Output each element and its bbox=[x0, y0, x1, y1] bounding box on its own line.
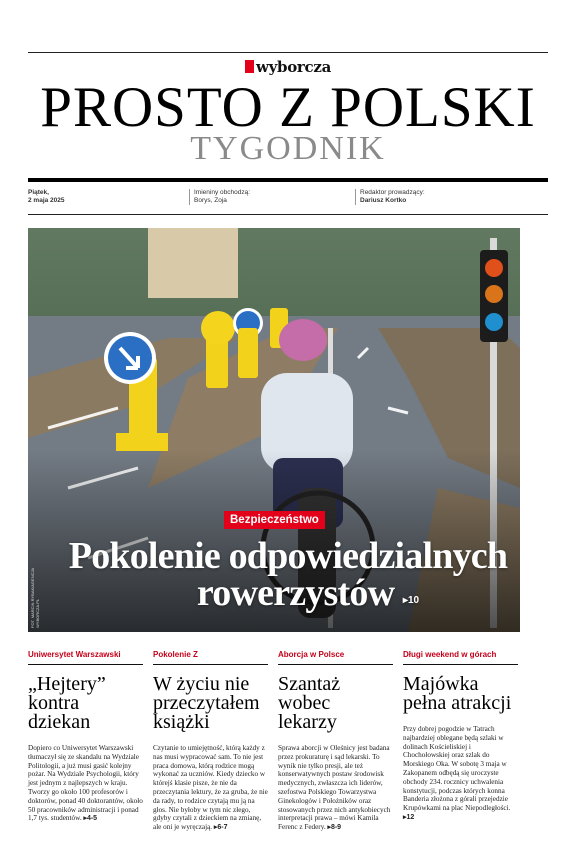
meta-rule bbox=[28, 214, 548, 215]
masthead-rule bbox=[28, 178, 548, 182]
teaser-headline[interactable]: „Hejtery” kontra dziekan bbox=[28, 673, 106, 733]
top-rule bbox=[28, 52, 548, 53]
date-day: Piątek, bbox=[28, 189, 49, 196]
masthead-title: PROSTO Z POLSKI bbox=[40, 76, 536, 139]
masthead-subtitle: TYGODNIK bbox=[190, 130, 386, 167]
meta-names bbox=[194, 189, 250, 205]
teaser-page-ref: ▸6-7 bbox=[213, 824, 228, 832]
teaser-body: Sprawa aborcji w Oleśnicy jest badana przez prokuraturę i sąd lekarski. To wynik nie tylko presji, ale też konserwatywnych postaw środowisk medycznych, zwłaszcza ich liderów, szefostwa Polskiego Towarzystwa Ginekologów i Położników oraz stosowanych przez nich antykobiecych interpretacji prawa – mówi Kamila Ferenc z Federy. ▸8-9 bbox=[278, 744, 391, 832]
meta-editor bbox=[360, 189, 425, 205]
cover-section-tag[interactable]: Bezpieczeństwo bbox=[224, 511, 325, 529]
teaser-headline[interactable]: Majówka pełna atrakcji bbox=[403, 673, 512, 714]
teaser-headline[interactable]: Szantaż wobec lekarzy bbox=[278, 673, 341, 733]
editor-value: Dariusz Kortko bbox=[360, 197, 407, 204]
cover-headline-line2[interactable] bbox=[0, 573, 576, 621]
editor-label: Redaktor prowadzący: bbox=[360, 189, 425, 196]
cover-page-ref: ▸10 bbox=[402, 595, 420, 606]
teaser-column-3[interactable] bbox=[278, 650, 393, 833]
meta-date bbox=[28, 189, 65, 205]
teaser-kicker: Uniwersytet Warszawski bbox=[28, 650, 121, 659]
teaser-kicker: Aborcja w Polsce bbox=[278, 650, 345, 659]
teaser-headline[interactable]: W życiu nie przeczytałem książki bbox=[153, 673, 260, 733]
teaser-column-2[interactable] bbox=[153, 650, 268, 833]
cover-headline-word: rowerzystów bbox=[196, 572, 395, 614]
teaser-page-ref: ▸12 bbox=[403, 813, 415, 821]
teaser-body: Przy dobrej pogodzie w Tatrach najbardziej oblegane będą szlaki w dolinach Kościeliskiej i Chochołowskiej oraz szlak do Morskiego Oka. W sobotę 3 maja w Zakopanem odbędą się uroczyste obchody 234. rocznicy uchwalenia konstytucji, podczas których konna Banderia złożona z górali przejedzie Krupówkami na plac Niepodległości. ▸12 bbox=[403, 725, 511, 821]
names-label: Imieniny obchodzą: bbox=[194, 189, 251, 196]
teaser-kicker: Długi weekend w górach bbox=[403, 650, 497, 659]
teaser-body: Dopiero co Uniwersytet Warszawski tłumaczył się ze skandalu na Wydziale Politologii, a już musi gasić kolejny pożar. Na Wydziale Psychologii, który jest jednym z najlepszych w kraju. Tworzy go około 100 profesorów i doktorów, ponad 40 doktorantów, około 50 pracowników administracji i ponad 1,7 tys. studentów. ▸4-5 bbox=[28, 744, 143, 823]
date-value: 2 maja 2025 bbox=[28, 197, 65, 204]
teaser-kicker: Pokolenie Z bbox=[153, 650, 198, 659]
brand-logo[interactable] bbox=[0, 58, 576, 76]
brand-name: wyborcza bbox=[256, 58, 331, 76]
brand-square-icon bbox=[245, 60, 254, 73]
teaser-column-4[interactable] bbox=[403, 650, 518, 823]
cover-headline-line1[interactable]: Pokolenie odpowiedzialnych bbox=[68, 535, 508, 577]
teaser-page-ref: ▸4-5 bbox=[83, 815, 98, 823]
photo-credit: FOT. MARCIN RYBAK/AGENCJA WYBORCZA.PL bbox=[30, 568, 40, 628]
teaser-page-ref: ▸8-9 bbox=[327, 824, 342, 832]
names-value: Borys, Zoja bbox=[194, 197, 227, 204]
teaser-body: Czytanie to umiejętność, którą każdy z nas musi wypracować sam. To nie jest praca domowa, którą rodzice mogą wykonać za uczniów. Kiedy dziecko w którejś klasie pisze, że nie da przeczytania lektury, że za gruba, że nie da rady, to rodzice czytają mu ją na głos. Nie byłoby w tym nic złego, gdyby czytali z dzieckiem na zmianę, ale oni je wyręczają. ▸6-7 bbox=[153, 744, 268, 832]
teaser-column-1[interactable] bbox=[28, 650, 143, 824]
teaser-columns bbox=[28, 650, 520, 832]
